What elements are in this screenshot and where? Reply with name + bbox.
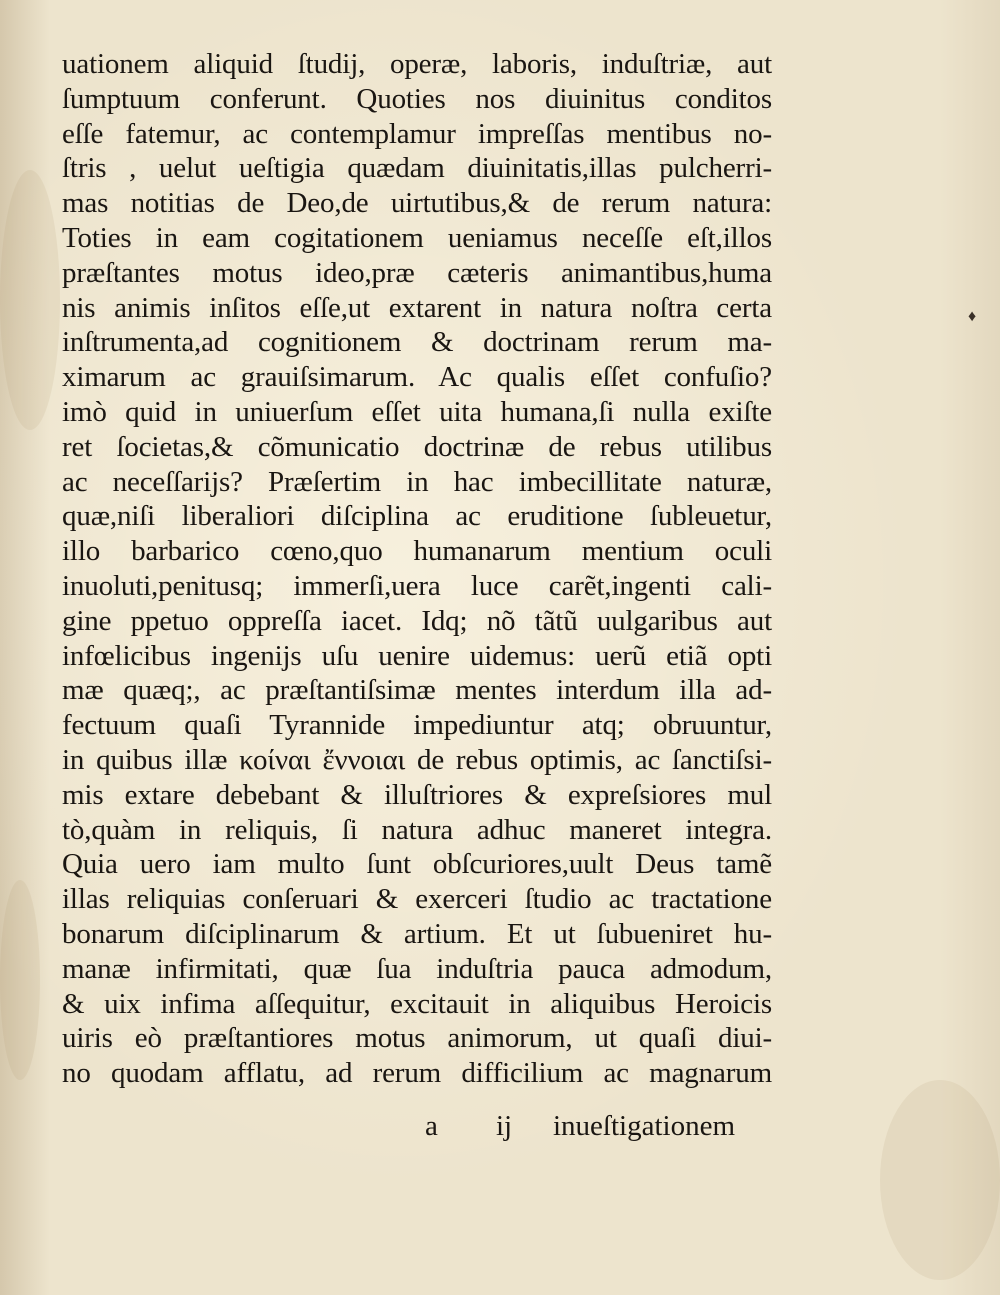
text-line: tò,quàm in reliquis, ſi natura adhuc maneret integra. bbox=[62, 813, 772, 846]
text-line: uiris eò præſtantiores motus animorum, ut quaſi diui- bbox=[62, 1022, 772, 1055]
text-line: manæ infirmitati, quæ ſua induſtria pauca admodum, bbox=[62, 952, 772, 985]
text-line: Quia uero iam multo ſunt obſcuriores,uult Deus tamẽ bbox=[62, 848, 772, 881]
text-line: præſtantes motus ideo,præ cæteris animantibus,huma bbox=[62, 256, 772, 289]
margin-ink-mark: ♦ bbox=[968, 308, 977, 325]
catchword: inueſtigationem bbox=[553, 1110, 736, 1142]
text-line: quæ,niſi liberaliori diſciplina ac eruditione ſubleuetur, bbox=[62, 500, 772, 533]
body-text bbox=[62, 47, 772, 1091]
text-line: mæ quæq;, ac præſtantiſsimæ mentes interdum illa ad- bbox=[62, 674, 772, 707]
text-line: ximarum ac grauiſsimarum. Ac qualis eſſet confuſio? bbox=[62, 361, 772, 394]
text-line: illas reliquias conſeruari & exerceri ſtudio ac tractatione bbox=[62, 883, 772, 916]
text-line: gine ppetuo oppreſſa iacet. Idq; nõ tãtũ uulgaribus aut bbox=[62, 604, 772, 637]
text-line: ret ſocietas,& cõmunicatio doctrinæ de rebus utilibus bbox=[62, 430, 772, 463]
signature-number: ij bbox=[496, 1110, 513, 1142]
signature-letter: a bbox=[425, 1110, 438, 1142]
text-line: imò quid in uniuerſum eſſet uita humana,ſi nulla exiſte bbox=[62, 395, 772, 428]
text-line: eſſe fatemur, ac contemplamur impreſſas mentibus no- bbox=[62, 117, 772, 150]
text-line: & uix infima aſſequitur, excitauit in aliquibus Heroicis bbox=[62, 987, 772, 1020]
text-line: ac neceſſarijs? Præſertim in hac imbecillitate naturæ, bbox=[62, 465, 772, 498]
text-line: uationem aliquid ſtudij, operæ, laboris, induſtriæ, aut bbox=[62, 48, 772, 80]
text-line: in quibus illæ κοίναι ἔννοιαι de rebus optimis, ac ſanctiſsi- bbox=[62, 743, 772, 776]
text-line: mis extare debebant & illuſtriores & expreſsiores mul bbox=[62, 778, 772, 811]
page-stain bbox=[0, 880, 40, 1080]
text-line: inuoluti,penitusq; immerſi,uera luce carẽt,ingenti cali- bbox=[62, 569, 772, 602]
text-line: illo barbarico cœno,quo humanarum mentium oculi bbox=[62, 535, 772, 568]
text-line: bonarum diſciplinarum & artium. Et ut ſubueniret hu- bbox=[62, 917, 772, 950]
text-line: nis animis inſitos eſſe,ut extarent in natura noſtra certa bbox=[62, 291, 772, 324]
text-line: infœlicibus ingenijs uſu uenire uidemus: uerũ etiã opti bbox=[62, 639, 772, 672]
page-footer bbox=[0, 1108, 1000, 1144]
text-line: ſtris , uelut ueſtigia quædam diuinitatis,illas pulcherri- bbox=[62, 152, 772, 185]
text-line: Toties in eam cogitationem ueniamus neceſſe eſt,illos bbox=[62, 221, 772, 254]
page-stain bbox=[0, 170, 60, 430]
text-line: mas notitias de Deo,de uirtutibus,& de rerum natura: bbox=[62, 187, 772, 220]
text-line: inſtrumenta,ad cognitionem & doctrinam rerum ma- bbox=[62, 326, 772, 359]
text-line: no quodam afflatu, ad rerum difficilium ac magnarum bbox=[62, 1057, 772, 1090]
text-line: fectuum quaſi Tyrannide impediuntur atq; obruuntur, bbox=[62, 709, 772, 742]
text-line: ſumptuum conferunt. Quoties nos diuinitus conditos bbox=[62, 82, 772, 115]
